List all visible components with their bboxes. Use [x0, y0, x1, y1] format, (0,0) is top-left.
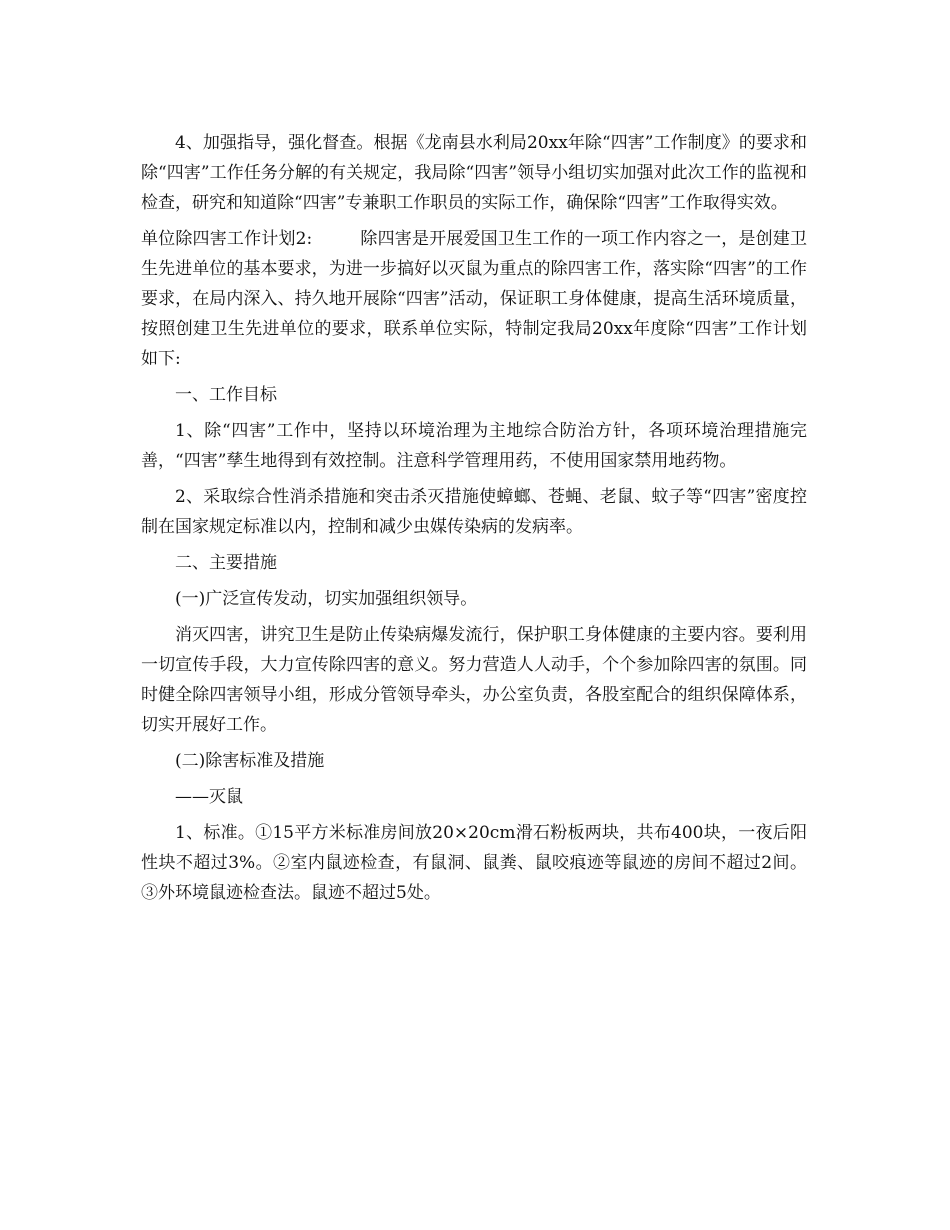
subsection-title-standards: (二)除害标准及措施: [175, 751, 325, 771]
paragraph-publicity: 消灭四害，讲究卫生是防止传染病爆发流行，保护职工身体健康的主要内容。要利用一切宣传手段，大力宣传除四害的意义。努力营造人人动手，个个参加除四害的氛围。同时健全除四害领导小组，形成分管领导牵头，办公室负责，各股室配合的组织保障体系，切实开展好工作。: [141, 625, 807, 735]
section-title-goals: 一、工作目标: [175, 385, 277, 405]
plan-2-heading: 单位除四害工作计划2:: [141, 229, 313, 249]
paragraph-rodent-standard: 1、标准。①15平方米标准房间放20×20cm滑石粉板两块，共布400块，一夜后阳性块不超过3%。②室内鼠迹检查，有鼠洞、鼠粪、鼠咬痕迹等鼠迹的房间不超过2间。③外环境鼠迹检查法。鼠迹不超过5处。: [141, 823, 807, 903]
paragraph-goal-1: 1、除“四害”工作中，坚持以环境治理为主地综合防治方针，各项环境治理措施完善，“四害”孳生地得到有效控制。注意科学管理用药，不使用国家禁用地药物。: [141, 421, 807, 471]
subsection-title-publicity: (一)广泛宣传发动，切实加强组织领导。: [175, 589, 478, 609]
paragraph-goal-2: 2、采取综合性消杀措施和突击杀灭措施使蟑螂、苍蝇、老鼠、蚊子等“四害”密度控制在国家规定标准以内，控制和减少虫媒传染病的发病率。: [141, 487, 807, 537]
plan-2-body: 除四害是开展爱国卫生工作的一项工作内容之一，是创建卫生先进单位的基本要求，为进一步搞好以灭鼠为重点的除四害工作，落实除“四害”的工作要求，在局内深入、持久地开展除“四害”活动，保证职工身体健康，提高生活环境质量，按照创建卫生先进单位的要求，联系单位实际，特制定我局20xx年度除“四害”工作计划如下:: [141, 229, 807, 369]
subsection-title-rodent-control: ——灭鼠: [175, 787, 243, 807]
document-page: [141, 128, 807, 914]
section-title-measures: 二、主要措施: [175, 553, 277, 573]
paragraph-plan-2: [141, 224, 807, 374]
paragraph-supervision: 4、加强指导，强化督查。根据《龙南县水利局20xx年除“四害”工作制度》的要求和除“四害”工作任务分解的有关规定，我局除“四害”领导小组切实加强对此次工作的监视和检查，研究和知道除“四害”专兼职工作职员的实际工作，确保除“四害”工作取得实效。: [141, 133, 807, 213]
